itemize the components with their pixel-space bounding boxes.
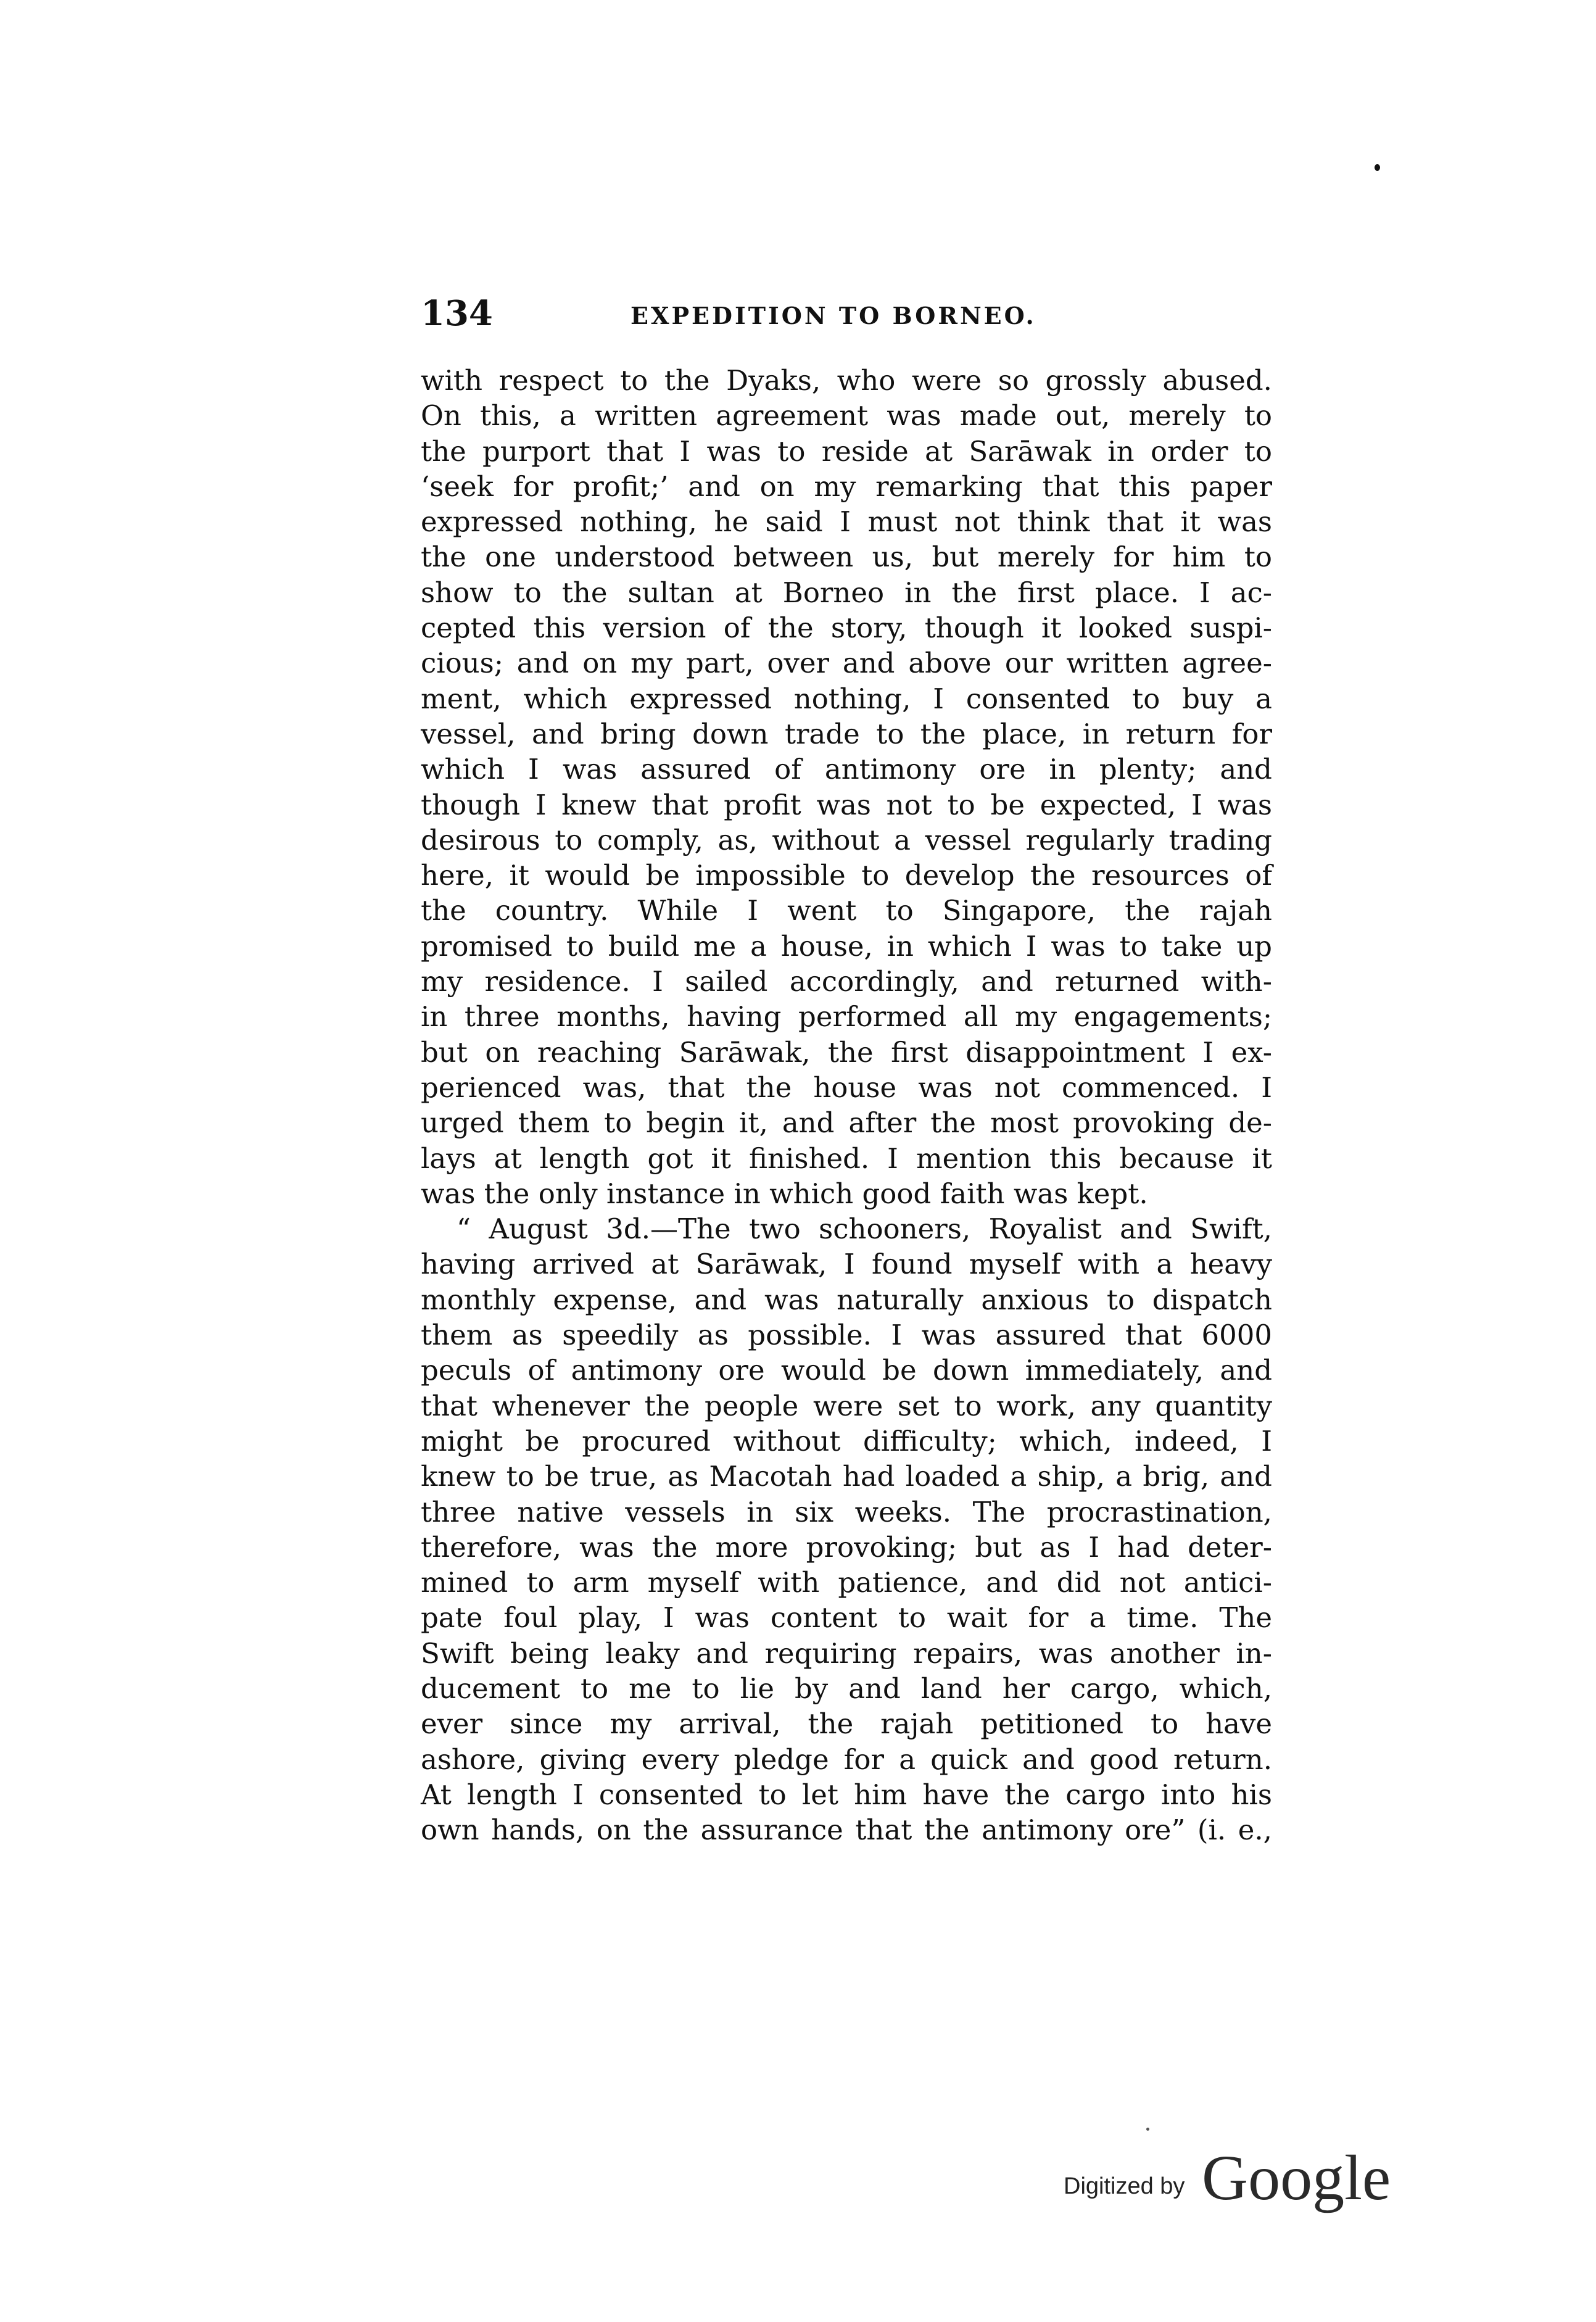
text-line: ducement to me to lie by and land her cargo, which, (421, 1672, 1272, 1705)
google-logo: Google (1202, 2142, 1391, 2213)
ink-speck (1375, 164, 1380, 171)
page-number: 134 (421, 293, 493, 334)
ink-dot (1146, 2128, 1149, 2131)
body-text (421, 363, 1272, 1847)
text-line: knew to be true, as Macotah had loaded a ship, a brig, and (421, 1460, 1272, 1493)
text-line: the purport that I was to reside at Sarāwak in order to (421, 434, 1272, 468)
text-line: show to the sultan at Borneo in the first place. I ac- (421, 576, 1272, 609)
text-line: expressed nothing, he said I must not think that it was (421, 505, 1272, 539)
text-line: ment, which expressed nothing, I consented to buy a (421, 682, 1272, 715)
text-line: therefore, was the more provoking; but as I had deter- (421, 1530, 1272, 1564)
text-line: promised to build me a house, in which I was to take up (421, 929, 1272, 963)
text-line: vessel, and bring down trade to the place, in return for (421, 717, 1272, 750)
text-line: own hands, on the assurance that the antimony ore” (i. e., (421, 1814, 1272, 1847)
text-line: desirous to comply, as, without a vessel regularly trading (421, 823, 1272, 856)
text-line: my residence. I sailed accordingly, and returned with- (421, 965, 1272, 998)
text-line: though I knew that profit was not to be expected, I was (421, 788, 1272, 821)
text-line-paragraph-start: “ August 3d.—The two schooners, Royalist and Swift, (457, 1213, 1272, 1246)
text-line: in three months, having performed all my engagements; (421, 1000, 1272, 1034)
text-line: mined to arm myself with patience, and did not antici- (421, 1566, 1272, 1599)
running-title: EXPEDITION TO BORNEO. (631, 302, 1036, 330)
text-line: that whenever the people were set to work, any quantity (421, 1389, 1272, 1422)
text-line: ashore, giving every pledge for a quick and good return. (421, 1743, 1272, 1776)
text-line: was the only instance in which good faith was kept. (421, 1177, 1148, 1210)
page-header (421, 289, 1284, 338)
text-line: perienced was, that the house was not commenced. I (421, 1071, 1272, 1104)
text-line: having arrived at Sarāwak, I found myself with a heavy (421, 1248, 1272, 1281)
text-line: with respect to the Dyaks, who were so grossly abused. (421, 364, 1272, 397)
text-line: them as speedily as possible. I was assured that 6000 (421, 1319, 1272, 1352)
text-line: but on reaching Sarāwak, the first disappointment I ex- (421, 1035, 1272, 1069)
digitized-by-label: Digitized by (1064, 2173, 1185, 2199)
text-line: ‘seek for profit;’ and on my remarking that this paper (421, 470, 1272, 503)
text-line: pate foul play, I was content to wait for a time. The (421, 1601, 1272, 1635)
text-line: which I was assured of antimony ore in plenty; and (421, 753, 1272, 786)
text-line: At length I consented to let him have the cargo into his (421, 1778, 1272, 1811)
text-line: here, it would be impossible to develop the resources of (421, 859, 1272, 892)
text-line: cepted this version of the story, though it looked suspi- (421, 612, 1272, 645)
text-line: the one understood between us, but merely for him to (421, 541, 1272, 574)
text-line: peculs of antimony ore would be down immediately, and (421, 1354, 1272, 1387)
text-line: might be procured without difficulty; which, indeed, I (421, 1424, 1272, 1457)
text-line: monthly expense, and was naturally anxious to dispatch (421, 1283, 1272, 1316)
text-line: ever since my arrival, the rajah petitioned to have (421, 1707, 1272, 1741)
text-line: three native vessels in six weeks. The procrastination, (421, 1495, 1272, 1528)
text-line: lays at length got it finished. I mention this because it (421, 1142, 1272, 1175)
text-line: On this, a written agreement was made out, merely to (421, 399, 1272, 433)
text-line: urged them to begin it, and after the most provoking de- (421, 1106, 1272, 1140)
text-line: the country. While I went to Singapore, the rajah (421, 894, 1272, 927)
text-line: cious; and on my part, over and above our written agree- (421, 647, 1272, 680)
text-line: Swift being leaky and requiring repairs, was another in- (421, 1636, 1272, 1670)
digitization-watermark (1049, 2141, 1394, 2215)
